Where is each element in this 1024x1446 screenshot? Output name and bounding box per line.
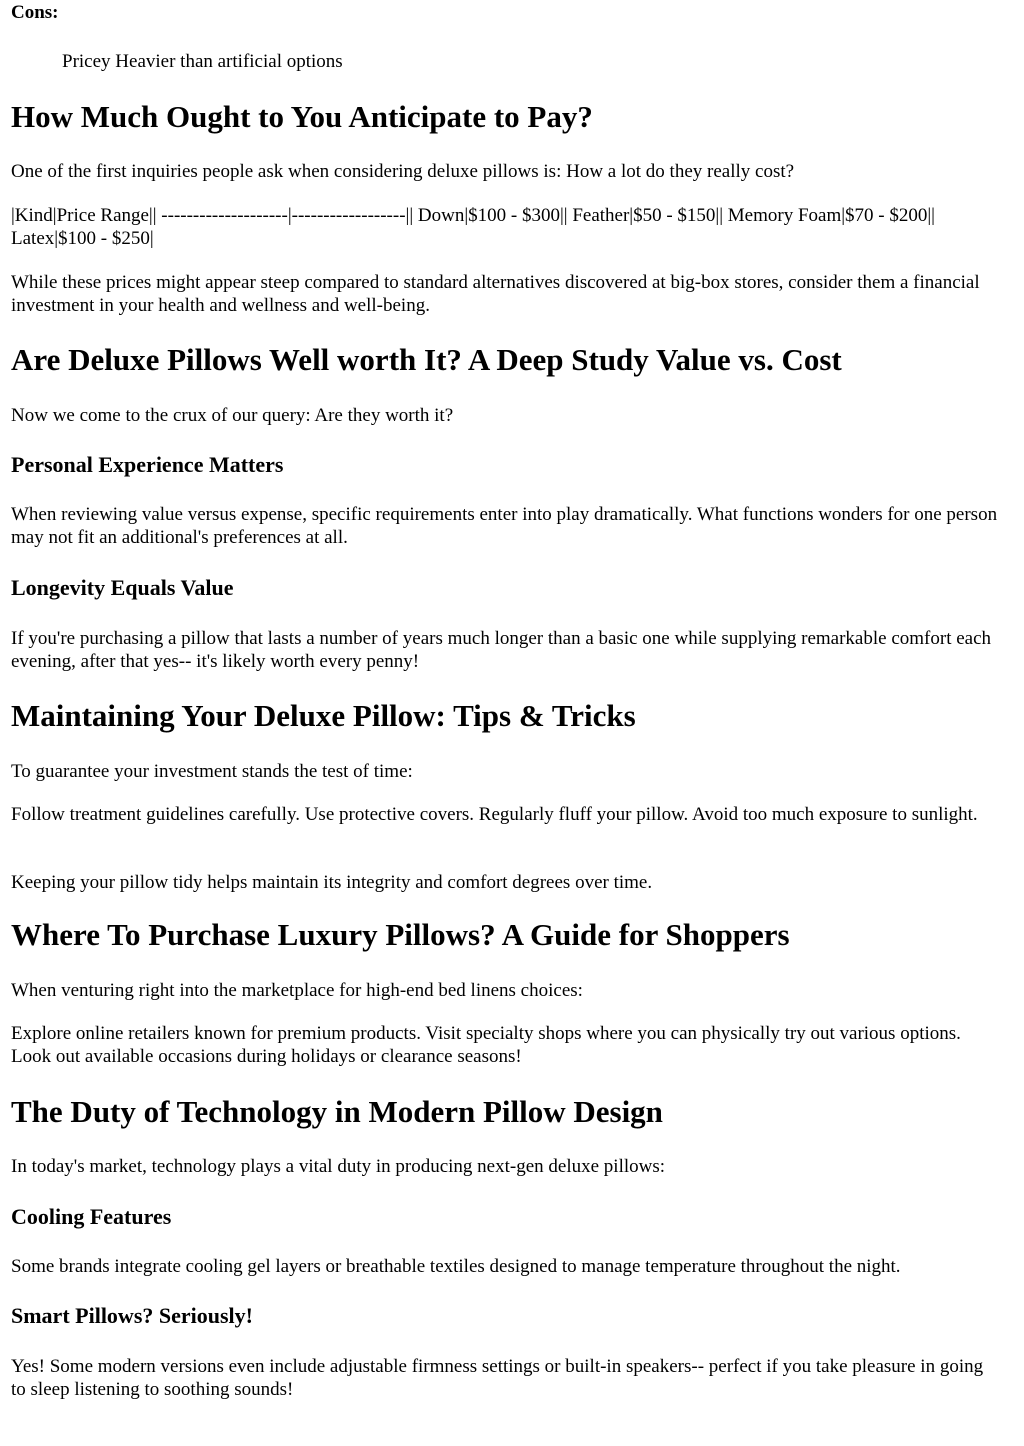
heading-pay: How Much Ought to You Anticipate to Pay? [11, 99, 593, 134]
heading-smart-pillows: Smart Pillows? Seriously! [11, 1303, 253, 1328]
personal-experience-text: When reviewing value versus expense, specific requirements enter into play dramatically. What functions wonders for one person may not fit an additional's preferences at all. [11, 504, 998, 548]
cons-list: Pricey Heavier than artificial options [62, 51, 343, 72]
price-table-text: |Kind|Price Range|| --------------------|------------------|| Down|$100 - $300|| Feather|$50 - $150|| Memory Foam|$70 - $200|| Latex|$100 - $250| [11, 205, 935, 249]
heading-tech: The Duty of Technology in Modern Pillow Design [11, 1094, 663, 1129]
pay-intro: One of the first inquiries people ask when considering deluxe pillows is: How a lot do they really cost? [11, 161, 795, 182]
longevity-text: If you're purchasing a pillow that lasts a number of years much longer than a basic one while supplying remarkable comfort each evening, after that yes-- it's likely worth every penny! [11, 628, 992, 672]
heading-maintain: Maintaining Your Deluxe Pillow: Tips & Tricks [11, 698, 636, 733]
maintain-outro: Keeping your pillow tidy helps maintain its integrity and comfort degrees over time. [11, 872, 653, 893]
worth-intro: Now we come to the crux of our query: Are they worth it? [11, 405, 454, 426]
heading-where: Where To Purchase Luxury Pillows? A Guide for Shoppers [11, 917, 790, 952]
cooling-text: Some brands integrate cooling gel layers or breathable textiles designed to manage temperature throughout the night. [11, 1256, 901, 1277]
heading-worth: Are Deluxe Pillows Well worth It? A Deep Study Value vs. Cost [11, 342, 842, 377]
maintain-tips: Follow treatment guidelines carefully. Use protective covers. Regularly fluff your pillow. Avoid too much exposure to sunlight. [11, 804, 978, 825]
pay-outro: While these prices might appear steep compared to standard alternatives discovered at big-box stores, consider them a financial investment in your health and wellness and well-being. [11, 272, 980, 316]
smart-pillows-text: Yes! Some modern versions even include adjustable firmness settings or built-in speakers-- perfect if you take pleasure in going to sleep listening to soothing sounds! [11, 1356, 984, 1400]
cons-label: Cons: [11, 2, 59, 23]
where-tips: Explore online retailers known for premium products. Visit specialty shops where you can physically try out various options. Look out available occasions during holidays or clearance seasons! [11, 1023, 961, 1067]
where-intro: When venturing right into the marketplace for high-end bed linens choices: [11, 980, 583, 1001]
heading-personal-experience: Personal Experience Matters [11, 452, 284, 477]
tech-intro: In today's market, technology plays a vital duty in producing next-gen deluxe pillows: [11, 1156, 666, 1177]
heading-longevity: Longevity Equals Value [11, 575, 234, 600]
maintain-intro: To guarantee your investment stands the test of time: [11, 761, 413, 782]
heading-cooling: Cooling Features [11, 1204, 172, 1229]
